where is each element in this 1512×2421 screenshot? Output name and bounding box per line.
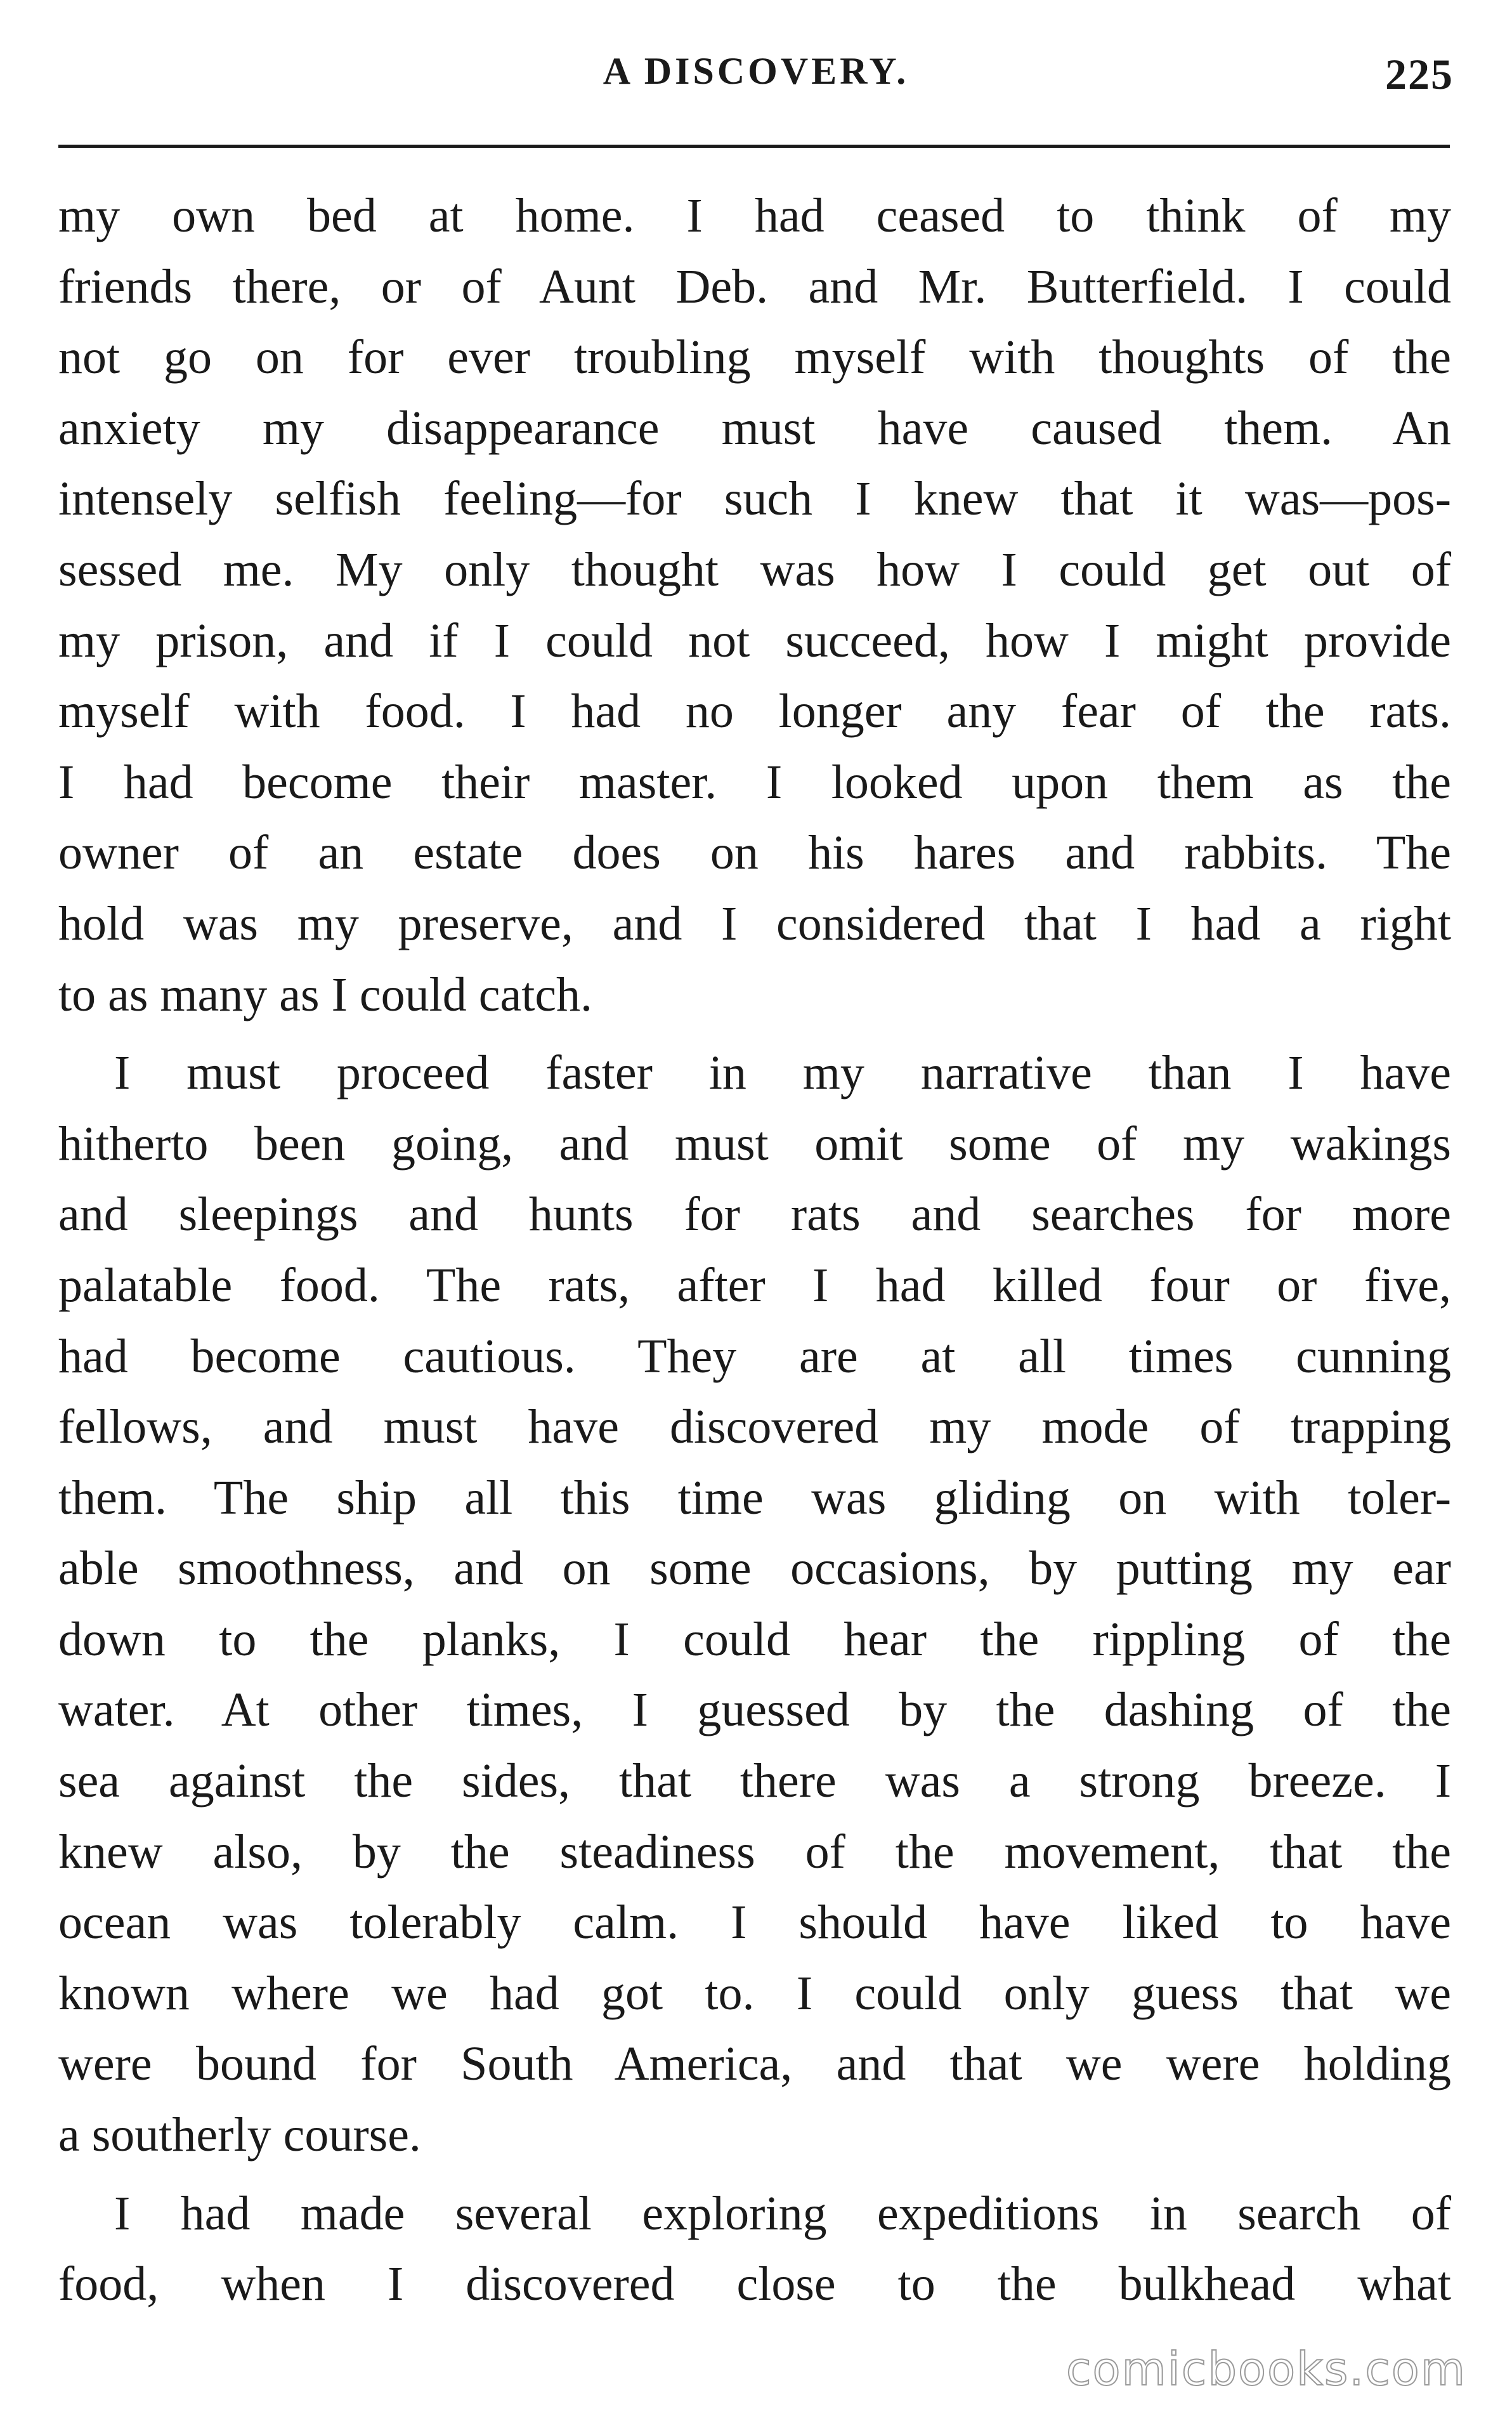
text-line: owner of an estate does on his hares and rabbits. The: [58, 826, 1451, 880]
text-line: I had become their master. I looked upon them as the: [58, 755, 1451, 809]
text-line: were bound for South America, and that we were holding: [58, 2037, 1451, 2091]
text-line: I must proceed faster in my narrative than I have: [114, 1046, 1451, 1100]
watermark: comicbooks.com: [1066, 2342, 1466, 2396]
header-rule: [58, 145, 1450, 148]
text-line: and sleepings and hunts for rats and searches for more: [58, 1188, 1451, 1242]
text-line: food, when I discovered close to the bulkhead what: [58, 2257, 1451, 2311]
text-line: had become cautious. They are at all times cunning: [58, 1329, 1451, 1383]
text-line: friends there, or of Aunt Deb. and Mr. Butterfield. I could: [58, 259, 1451, 313]
text-line: a southerly course.: [58, 2108, 421, 2162]
text-line: knew also, by the steadiness of the movement, that the: [58, 1825, 1451, 1879]
page-number: 225: [1385, 50, 1454, 98]
text-line: ocean was tolerably calm. I should have liked to have: [58, 1896, 1451, 1950]
text-line: my prison, and if I could not succeed, how I might provide: [58, 613, 1451, 667]
text-line: I had made several exploring expeditions in search of: [114, 2186, 1451, 2240]
running-title: A DISCOVERY.: [603, 50, 909, 92]
text-line: them. The ship all this time was gliding on with toler-: [58, 1471, 1451, 1525]
text-line: down to the planks, I could hear the rippling of the: [58, 1612, 1451, 1666]
text-line: to as many as I could catch.: [58, 968, 593, 1021]
text-line: my own bed at home. I had ceased to think of my: [58, 189, 1451, 242]
text-line: known where we had got to. I could only guess that we: [58, 1966, 1451, 2020]
text-line: myself with food. I had no longer any fear of the rats.: [58, 685, 1451, 738]
text-line: fellows, and must have discovered my mode of trapping: [58, 1400, 1451, 1454]
text-line: not go on for ever troubling myself with thoughts of the: [58, 331, 1451, 384]
text-line: hitherto been going, and must omit some of my wakings: [58, 1117, 1451, 1171]
body-text: [58, 181, 1451, 2320]
text-line: water. At other times, I guessed by the dashing of the: [58, 1683, 1451, 1737]
text-line: sea against the sides, that there was a strong breeze. I: [58, 1754, 1451, 1808]
text-line: anxiety my disappearance must have caused them. An: [58, 401, 1451, 455]
text-line: able smoothness, and on some occasions, by putting my ear: [58, 1542, 1451, 1596]
text-line: hold was my preserve, and I considered that I had a right: [58, 896, 1451, 950]
text-line: sessed me. My only thought was how I could get out of: [58, 542, 1451, 596]
text-line: palatable food. The rats, after I had killed four or five,: [58, 1258, 1451, 1312]
text-line: intensely selfish feeling—for such I knew that it was—pos-: [58, 472, 1451, 526]
